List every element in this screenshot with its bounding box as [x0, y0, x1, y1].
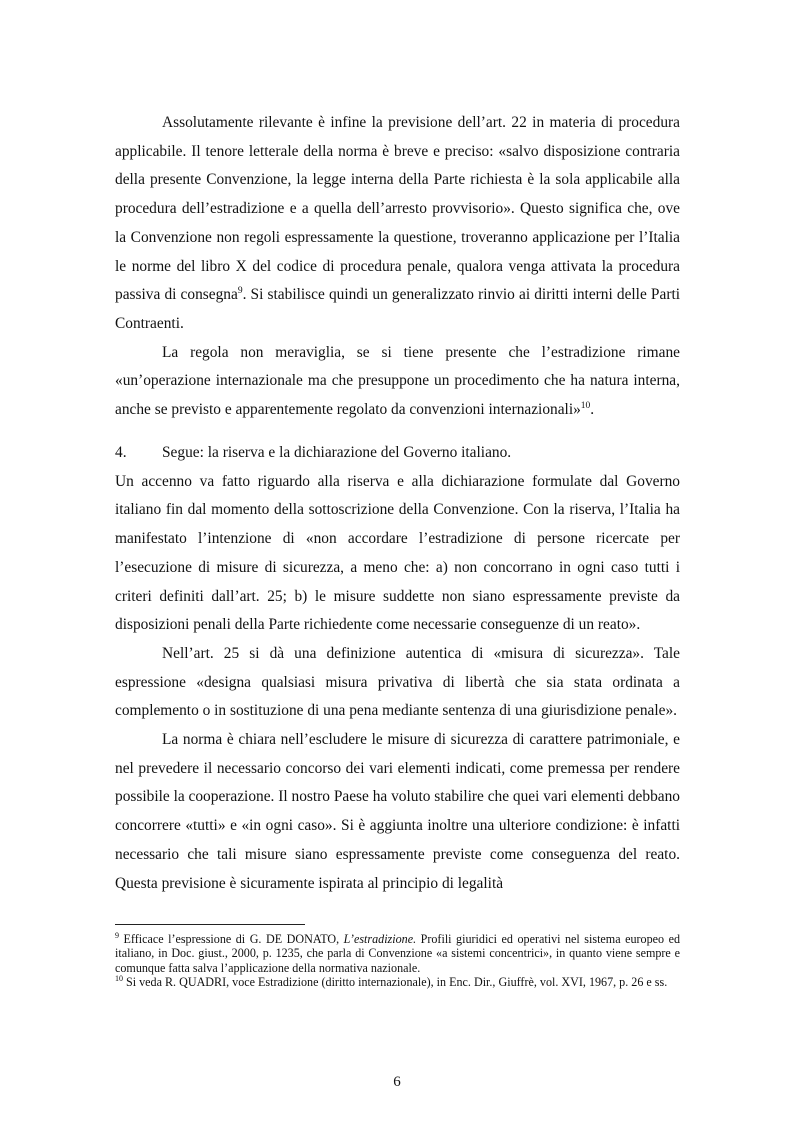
footnote-10: $^{10}$ Si veda R. QUADRI, voce Estradizione (diritto internazionale), in Enc. Dir., Giuffrè, vol. XVI, 1967, p. 26 e ss.: [115, 973, 668, 989]
main-text: [115, 109, 680, 425]
paragraph-5: La norma è chiara nell’escludere le misure di sicurezza di carattere patrimoniale, e nel prevedere il necessario concorso dei vari elementi indicati, come premessa per rendere possibile la cooperazione. Il nostro Paese ha voluto stabilire che quei vari elementi debbano concorrere «tutti» e «in ogni caso». Si è aggiunta inoltre una ulteriore condizione: è infatti necessario che tali misure siano espressamente previste come conseguenza del reato. Questa previsione è sicuramente ispirata al principio di legalità: [115, 731, 680, 892]
footnote-separator: [115, 924, 305, 925]
footnotes: [115, 932, 680, 989]
footnote-9: $^9$ Efficace l’espressione di G. DE DONATO, L’estradizione. Profili giuridici ed operativi nel sistema europeo ed italiano, in Doc. giust., 2000, p. 1235, che parla di Convenzione «a sistemi concentrici», in quanto viene sempre e comunque fatta salva l’applicazione della normativa nazionale.: [115, 930, 680, 975]
paragraph-4: Nell’art. 25 si dà una definizione autentica di «misura di sicurezza». Tale espressione «designa qualsiasi misura privativa di libertà che sia stata ordinata a complemento o in sostituzione di una pena mediante sentenza di una giurisdizione penale».: [115, 644, 680, 720]
section-title: Segue: la riserva e la dichiarazione del Governo italiano.: [162, 444, 512, 461]
section-heading: [115, 439, 680, 468]
paragraph-3: Un accenno va fatto riguardo alla riserva e alla dichiarazione formulate dal Governo italiano fin dal momento della sottoscrizione della Convenzione. Con la riserva, l’Italia ha manifestato l’intenzione di «non accordare l’estradizione di persone ricercate per l’esecuzione di misure di sicurezza, a meno che: a) non concorrano in ogni caso tutti i criteri definiti dall’art. 25; b) le misure suddette non siano espressamente previste da disposizioni penali della Parte richiedente come necessarie conseguenze di un reato».: [115, 472, 680, 634]
paragraph-1: Assolutamente rilevante è infine la previsione dell’art. 22 in materia di procedura applicabile. Il tenore letterale della norma è breve e preciso: «salvo disposizione contraria della presente Convenzione, la legge interna della Parte richiesta è la sola applicabile alla procedura dell’estradizione e a quella dell’arresto provvisorio». Questo significa che, ove la Convenzione non regoli espressamente la questione, troveranno applicazione per l’Italia le norme del libro X del codice di procedura penale, qualora venga attivata la procedura passiva di consegna$^9$. Si stabilisce quindi un generalizzato rinvio ai diritti interni delle Parti Contraenti.: [115, 114, 680, 332]
footnote-ref-9: 9: [237, 286, 243, 297]
paragraph-2: La regola non meraviglia, se si tiene presente che l’estradizione rimane «un’operazione internazionale ma che presuppone un procedimento che ha natura interna, anche se previsto e apparentemente regolato da convenzioni internazionali»$^{10}$.: [115, 343, 680, 419]
section-4: [115, 439, 680, 898]
footnote-ref-10: 10: [580, 400, 591, 411]
section-number: 4.: [115, 444, 127, 461]
page-number: 6: [393, 1074, 401, 1090]
